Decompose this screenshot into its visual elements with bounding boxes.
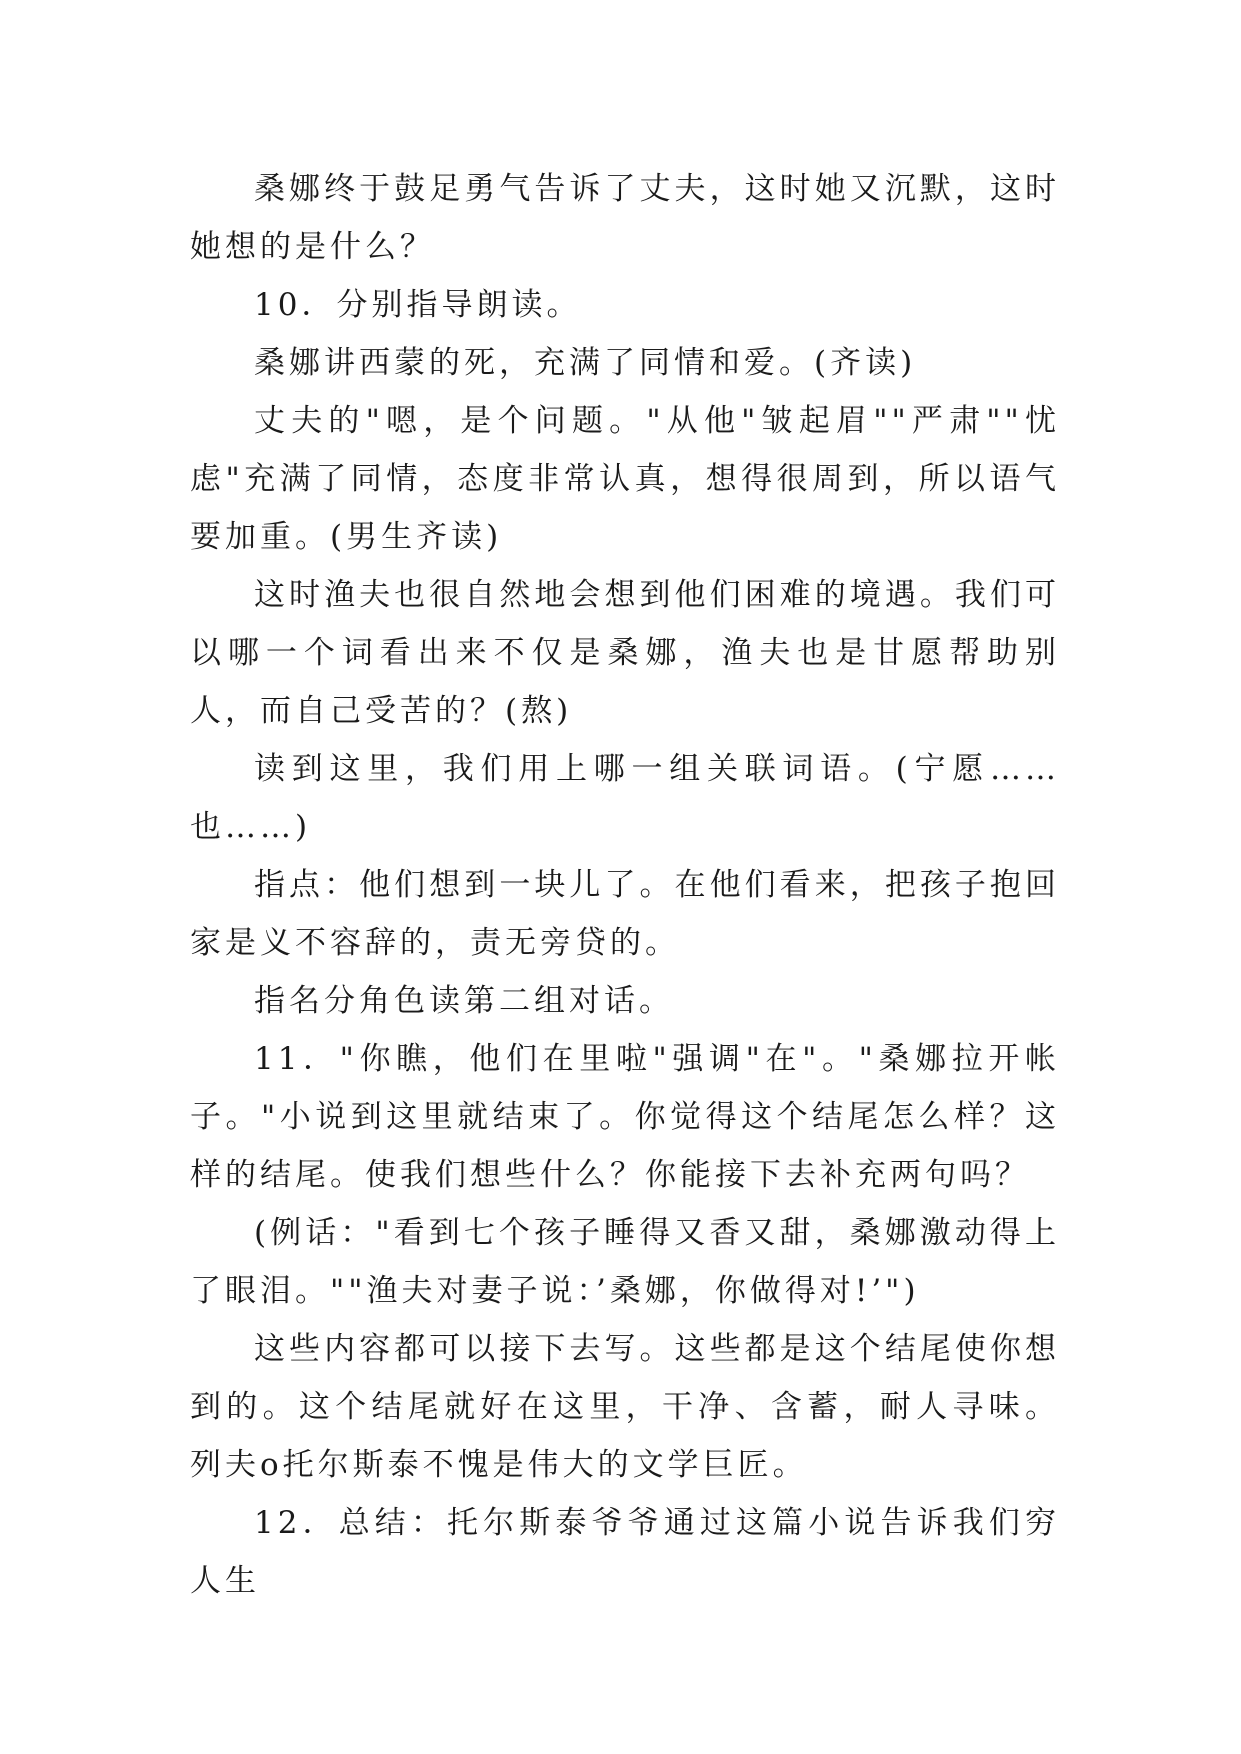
paragraph-fisherman-hardship: 这时渔夫也很自然地会想到他们困难的境遇。我们可以哪一个词看出来不仅是桑娜，渔夫也是甘愿帮助别人，而自己受苦的？(熬) — [190, 577, 1060, 729]
paragraph-step-11: 11．"你瞧，他们在里啦"强调"在"。"桑娜拉开帐子。"小说到这里就结束了。你觉得这个结尾怎么样？这样的结尾。使我们想些什么？你能接下去补充两句吗？ — [190, 1041, 1060, 1193]
paragraph-role-reading: 指名分角色读第二组对话。 — [254, 983, 674, 1019]
paragraph-step-12-summary: 12．总结：托尔斯泰爷爷通过这篇小说告诉我们穷人生 — [190, 1505, 1060, 1599]
paragraph-husband-reading: 丈夫的"嗯，是个问题。"从他"皱起眉""严肃""忧虑"充满了同情，态度非常认真，想得很周到，所以语气要加重。(男生齐读) — [190, 403, 1060, 555]
paragraph-step-10: 10．分别指导朗读。 — [254, 287, 582, 323]
paragraph-question-sangna-silence: 桑娜终于鼓足勇气告诉了丈夫，这时她又沉默，这时她想的是什么？ — [190, 171, 1060, 265]
paragraph-guidance: 指点：他们想到一块儿了。在他们看来，把孩子抱回家是义不容辞的，责无旁贷的。 — [190, 867, 1060, 961]
paragraph-conjunction-question: 读到这里，我们用上哪一组关联词语。(宁愿……也……) — [190, 751, 1060, 845]
paragraph-example-words: (例话："看到七个孩子睡得又香又甜，桑娜激动得上了眼泪。""渔夫对妻子说：’桑娜，你做得对!’") — [190, 1215, 1060, 1309]
paragraph-sangna-reading: 桑娜讲西蒙的死，充满了同情和爱。(齐读) — [254, 345, 917, 381]
paragraph-ending-comment: 这些内容都可以接下去写。这些都是这个结尾使你想到的。这个结尾就好在这里，干净、含蓄，耐人寻味。列夫o托尔斯泰不愧是伟大的文学巨匠。 — [190, 1331, 1060, 1483]
document-body — [190, 160, 1060, 1610]
